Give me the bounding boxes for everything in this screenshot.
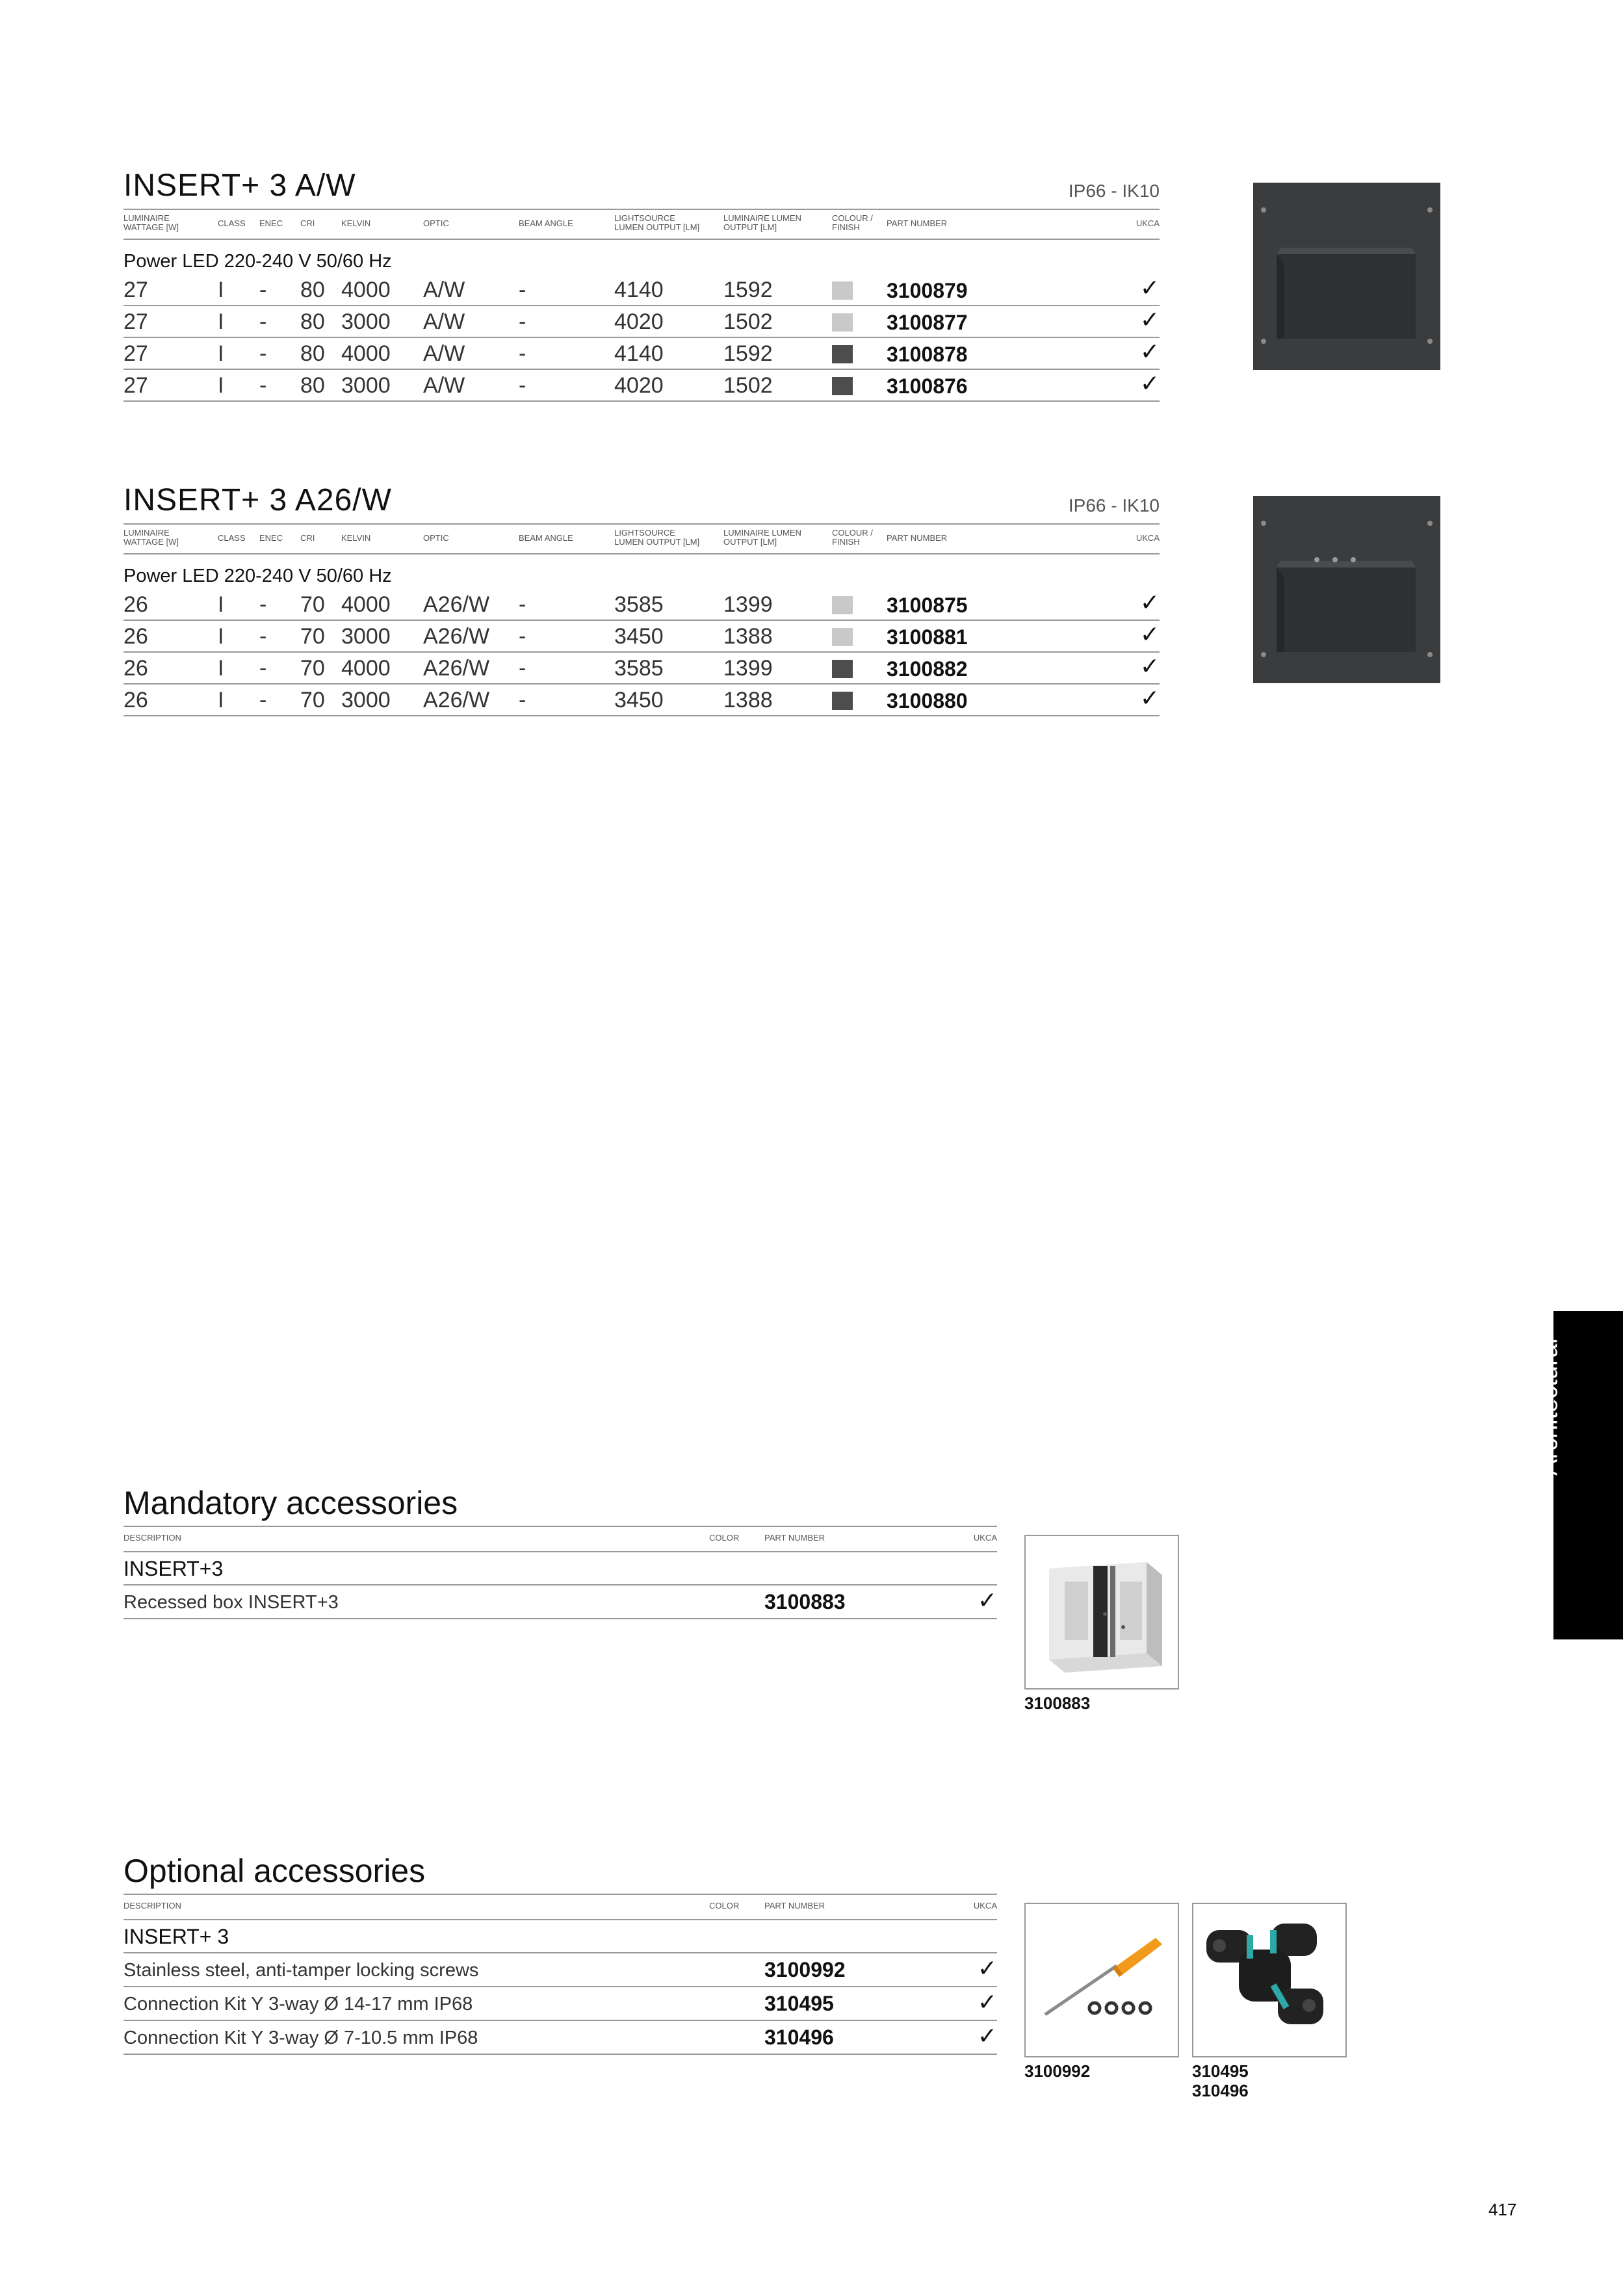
check-icon: ✓ [1139, 306, 1160, 333]
cell-optic: A26/W [423, 688, 490, 712]
table-row [123, 589, 1160, 621]
cell-ls-lumen: 4020 [614, 309, 664, 334]
cell-kelvin: 3000 [341, 688, 391, 712]
cell-optic: A/W [423, 309, 465, 334]
cell-ls-lumen: 4140 [614, 341, 664, 366]
part-number: 3100878 [887, 343, 968, 366]
header-description: DESCRIPTION [123, 1533, 181, 1543]
colour-swatch [832, 628, 853, 646]
header-description: DESCRIPTION [123, 1901, 181, 1911]
check-icon: ✓ [1139, 653, 1160, 679]
accessory-description: Connection Kit Y 3-way Ø 7-10.5 mm IP68 [123, 2028, 478, 2048]
luminaire-illustration [1253, 496, 1440, 683]
header-color: COLOR [709, 1533, 740, 1543]
product-image-insert3-a26w [1253, 496, 1440, 683]
cell-enec: - [259, 278, 267, 302]
check-icon: ✓ [1139, 274, 1160, 301]
header-kelvin: KELVIN [341, 533, 371, 543]
table-row [123, 306, 1160, 338]
table-row [123, 653, 1160, 685]
colour-swatch [832, 345, 853, 363]
product-section-insert3-a26w [123, 482, 1160, 720]
cell-cri: 70 [300, 688, 325, 712]
part-number: 3100992 [764, 1958, 846, 1981]
product-section-insert3-aw [123, 168, 1160, 405]
group-heading [123, 1554, 997, 1585]
header-beam: BEAM ANGLE [519, 533, 573, 543]
check-icon: ✓ [977, 1955, 997, 1981]
header-optic: OPTIC [423, 533, 449, 543]
part-number: 3100882 [887, 657, 968, 681]
cell-cri: 70 [300, 592, 325, 617]
cell-optic: A26/W [423, 656, 490, 681]
cell-cri: 80 [300, 373, 325, 398]
part-number: 3100883 [764, 1590, 846, 1613]
cell-beam: - [519, 278, 526, 302]
cell-enec: - [259, 309, 267, 334]
product-image-insert3-aw [1253, 183, 1440, 370]
cell-kelvin: 4000 [341, 278, 391, 302]
table-row [123, 1987, 997, 2021]
page-number: 417 [1488, 2200, 1517, 2219]
table-header [123, 1894, 997, 1920]
section-title: Optional accessories [123, 1853, 426, 1889]
check-icon: ✓ [1139, 370, 1160, 397]
header-part: PART NUMBER [887, 218, 948, 228]
cell-class: I [218, 592, 224, 617]
header-optic: OPTIC [423, 218, 449, 228]
image-caption [1192, 2061, 1249, 2100]
connector-illustration [1193, 1904, 1345, 2056]
table-row [123, 2021, 997, 2055]
ip-rating: IP66 - IK10 [1068, 181, 1160, 201]
cell-optic: A/W [423, 341, 465, 366]
header-color: COLOR [709, 1901, 740, 1911]
cell-ls-lumen: 3585 [614, 656, 664, 681]
header-wattage: LUMINAIRE WATTAGE [W] [123, 528, 179, 547]
header-ls-lumen: LIGHTSOURCE LUMEN OUTPUT [LM] [614, 213, 700, 232]
accessory-description: Recessed box INSERT+3 [123, 1592, 339, 1613]
cell-kelvin: 3000 [341, 624, 391, 649]
group-label: INSERT+3 [123, 1557, 224, 1580]
recessed-box-image [1024, 1535, 1179, 1689]
cell-lum-lumen: 1388 [723, 624, 773, 649]
header-colour: COLOUR / FINISH [832, 213, 873, 232]
product-title: INSERT+ 3 A/W [123, 168, 356, 203]
part-number: 3100880 [887, 689, 968, 712]
cell-beam: - [519, 341, 526, 366]
cell-cri: 70 [300, 624, 325, 649]
cell-lum-lumen: 1399 [723, 592, 773, 617]
header-kelvin: KELVIN [341, 218, 371, 228]
part-number: 3100876 [887, 374, 968, 398]
connection-kit-image [1192, 1903, 1347, 2057]
header-wattage: LUMINAIRE WATTAGE [W] [123, 213, 179, 232]
cell-wattage: 26 [123, 624, 148, 649]
header-part: PART NUMBER [887, 533, 948, 543]
check-icon: ✓ [1139, 621, 1160, 647]
cell-class: I [218, 656, 224, 681]
mandatory-accessories [123, 1484, 997, 1640]
recessed-box-illustration [1026, 1536, 1178, 1688]
part-number: 310495 [764, 1992, 834, 2015]
header-class: CLASS [218, 218, 246, 228]
screwdriver-illustration [1026, 1904, 1178, 2056]
cell-enec: - [259, 656, 267, 681]
part-number: 3100875 [887, 594, 968, 617]
cell-beam: - [519, 592, 526, 617]
header-lum-lumen: LUMINAIRE LUMEN OUTPUT [LM] [723, 213, 801, 232]
part-number: 3100879 [887, 279, 968, 302]
header-ls-lumen: LIGHTSOURCE LUMEN OUTPUT [LM] [614, 528, 700, 547]
accessory-description: Connection Kit Y 3-way Ø 14-17 mm IP68 [123, 1994, 473, 2015]
part-number: 3100877 [887, 311, 968, 334]
cell-cri: 80 [300, 278, 325, 302]
colour-swatch [832, 660, 853, 678]
header-enec: ENEC [259, 533, 283, 543]
cell-optic: A/W [423, 278, 465, 302]
cell-wattage: 26 [123, 688, 148, 712]
header-class: CLASS [218, 533, 246, 543]
product-rows [123, 589, 1160, 716]
colour-swatch [832, 313, 853, 332]
cell-cri: 80 [300, 341, 325, 366]
header-ukca: UKCA [1136, 218, 1160, 228]
optional-accessories [123, 1852, 997, 2073]
table-row [123, 338, 1160, 370]
header-cri: CRI [300, 218, 315, 228]
subheading: Power LED 220-240 V 50/60 Hz [123, 566, 392, 586]
colour-swatch [832, 281, 853, 300]
table-row [123, 1585, 997, 1619]
header-part: PART NUMBER [764, 1901, 825, 1911]
product-rows [123, 274, 1160, 402]
header-ukca: UKCA [1136, 533, 1160, 543]
part-number: 310496 [764, 2026, 834, 2049]
cell-ls-lumen: 4140 [614, 278, 664, 302]
luminaire-illustration [1253, 183, 1440, 370]
cell-class: I [218, 278, 224, 302]
table-row [123, 370, 1160, 402]
table-row [123, 1953, 997, 1987]
cell-wattage: 27 [123, 278, 148, 302]
section-tab-label: Architectural [1535, 1338, 1563, 1476]
cell-optic: A26/W [423, 592, 490, 617]
caption-line: 310496 [1192, 2081, 1249, 2100]
section-tab [1553, 1311, 1623, 1639]
cell-lum-lumen: 1592 [723, 278, 773, 302]
image-caption: 3100992 [1024, 2061, 1091, 2081]
table-row [123, 274, 1160, 306]
cell-wattage: 27 [123, 373, 148, 398]
cell-lum-lumen: 1502 [723, 373, 773, 398]
cell-ls-lumen: 3585 [614, 592, 664, 617]
cell-enec: - [259, 624, 267, 649]
header-ukca: UKCA [973, 1901, 997, 1911]
check-icon: ✓ [977, 1587, 997, 1613]
caption-line: 310495 [1192, 2061, 1249, 2081]
cell-ls-lumen: 3450 [614, 688, 664, 712]
header-beam: BEAM ANGLE [519, 218, 573, 228]
table-row [123, 621, 1160, 653]
cell-enec: - [259, 688, 267, 712]
cell-enec: - [259, 373, 267, 398]
accessory-description: Stainless steel, anti-tamper locking screws [123, 1960, 479, 1981]
table-header [123, 523, 1160, 554]
colour-swatch [832, 377, 853, 395]
group-label: INSERT+ 3 [123, 1925, 229, 1948]
check-icon: ✓ [977, 2022, 997, 2049]
cell-kelvin: 3000 [341, 309, 391, 334]
cell-optic: A26/W [423, 624, 490, 649]
image-caption: 3100883 [1024, 1693, 1091, 1713]
screwdriver-image [1024, 1903, 1179, 2057]
accessory-rows [123, 1585, 997, 1619]
check-icon: ✓ [977, 1989, 997, 2015]
cell-beam: - [519, 656, 526, 681]
cell-class: I [218, 341, 224, 366]
section-title: Mandatory accessories [123, 1485, 458, 1521]
cell-class: I [218, 624, 224, 649]
ip-rating: IP66 - IK10 [1068, 495, 1160, 515]
cell-lum-lumen: 1399 [723, 656, 773, 681]
colour-swatch [832, 692, 853, 710]
cell-class: I [218, 309, 224, 334]
cell-wattage: 26 [123, 656, 148, 681]
header-cri: CRI [300, 533, 315, 543]
cell-wattage: 27 [123, 309, 148, 334]
group-heading [123, 1922, 997, 1953]
cell-beam: - [519, 624, 526, 649]
cell-lum-lumen: 1388 [723, 688, 773, 712]
cell-class: I [218, 688, 224, 712]
cell-wattage: 27 [123, 341, 148, 366]
accessory-rows [123, 1953, 997, 2055]
check-icon: ✓ [1139, 338, 1160, 365]
cell-beam: - [519, 309, 526, 334]
cell-beam: - [519, 373, 526, 398]
cell-cri: 80 [300, 309, 325, 334]
cell-lum-lumen: 1592 [723, 341, 773, 366]
cell-kelvin: 4000 [341, 592, 391, 617]
cell-lum-lumen: 1502 [723, 309, 773, 334]
part-number: 3100881 [887, 625, 968, 649]
colour-swatch [832, 596, 853, 614]
header-colour: COLOUR / FINISH [832, 528, 873, 547]
cell-kelvin: 3000 [341, 373, 391, 398]
cell-cri: 70 [300, 656, 325, 681]
table-row [123, 685, 1160, 716]
cell-ls-lumen: 4020 [614, 373, 664, 398]
cell-beam: - [519, 688, 526, 712]
cell-kelvin: 4000 [341, 656, 391, 681]
check-icon: ✓ [1139, 685, 1160, 711]
cell-ls-lumen: 3450 [614, 624, 664, 649]
cell-optic: A/W [423, 373, 465, 398]
cell-kelvin: 4000 [341, 341, 391, 366]
header-enec: ENEC [259, 218, 283, 228]
cell-wattage: 26 [123, 592, 148, 617]
cell-enec: - [259, 341, 267, 366]
check-icon: ✓ [1139, 589, 1160, 616]
product-title: INSERT+ 3 A26/W [123, 483, 392, 517]
table-header [123, 1526, 997, 1552]
cell-class: I [218, 373, 224, 398]
header-lum-lumen: LUMINAIRE LUMEN OUTPUT [LM] [723, 528, 801, 547]
table-header [123, 209, 1160, 240]
header-ukca: UKCA [973, 1533, 997, 1543]
header-part: PART NUMBER [764, 1533, 825, 1543]
cell-enec: - [259, 592, 267, 617]
subheading: Power LED 220-240 V 50/60 Hz [123, 251, 392, 272]
